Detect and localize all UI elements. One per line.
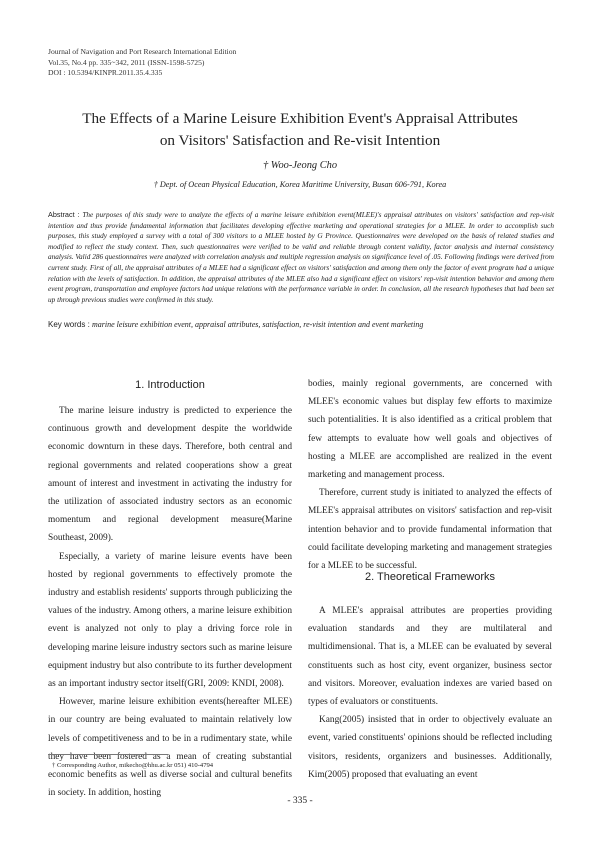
column-left — [48, 402, 292, 802]
journal-header — [48, 47, 236, 79]
author — [0, 160, 600, 171]
paragraph: Kang(2005) insisted that in order to objectively evaluate an event, varied constituents' opinions should be reflected including visitors, residents, organizers and businesses. Additionally, Kim(2005) proposed that evaluating an event — [308, 715, 552, 780]
paragraph: However, marine leisure exhibition events(hereafter MLEE) in our country are being evaluated to maintain relatively low levels of competitiveness and to be in a rudimentary state, while they have been fostered as a mean of creating substantial economic benefits as well as diverse social and cultural benefits in society. In addition, hosting — [48, 697, 292, 799]
footnote: † Corresponding Author, mikecho@hhu.ac.kr 051) 410-4794 — [52, 762, 214, 769]
keywords — [48, 320, 558, 329]
abstract — [48, 210, 554, 305]
paragraph: bodies, mainly regional governments, are concerned with MLEE's economic values but display few efforts to maximize such potentialities. It is also identified as a critical problem that few attempts to evaluate how well goals and objectives of hosting a MLEE are accomplished are realized in the event marketing and management process. — [308, 379, 552, 481]
column-right-top — [308, 375, 552, 575]
page-number: - 335 - — [287, 796, 313, 806]
affiliation — [0, 180, 600, 189]
keywords-text: marine leisure exhibition event, appraisal attributes, satisfaction, re-visit intention and event marketing — [92, 320, 424, 329]
title-line-2: on Visitors' Satisfaction and Re-visit Intention — [159, 132, 441, 149]
keywords-label: Key words : — [48, 320, 93, 329]
paragraph: Especially, a variety of marine leisure events have been hosted by regional governments to effectively promote the industry and establish residents' supports through publicizing the values of the industry. Among others, a marine leisure exhibition event is analyzed not only to play a driving force role in developing marine leisure industry sectors such as marine leisure equipment industry but also contribute to its further development as an important industry sector itself(GRI, 2009: KNDI, 2008). — [48, 551, 292, 690]
title-line-1: The Effects of a Marine Leisure Exhibition Event's Appraisal Attributes — [82, 110, 518, 127]
affiliation-text: Dept. of Ocean Physical Education, Korea Maritime University, Busan 606-791, Korea — [159, 180, 447, 189]
paper-title — [40, 108, 560, 152]
footnote-divider — [48, 754, 168, 755]
section-heading-introduction: 1. Introduction — [135, 379, 205, 391]
abstract-label: Abstract : — [48, 210, 83, 219]
column-right-bottom — [308, 602, 552, 784]
journal-name: Journal of Navigation and Port Research International Edition — [48, 47, 237, 56]
paragraph: A MLEE's appraisal attributes are properties providing evaluation standards and they are multilateral and multidimensional. That is, a MLEE can be evaluated by several constituents such as host city, event organizer, business sector and visitors. Moreover, evaluation indexes are varied based on types of evaluators or constituents. — [308, 606, 552, 708]
affiliation-mark: † — [153, 180, 158, 189]
paragraph: Therefore, current study is initiated to analyzed the effects of MLEE's appraisal attributes on visitors' satisfaction and rep-visit intention behavior and to provide fundamental information that could facilitate developing marketing and management strategies for a MLEE to be successful. — [308, 488, 552, 572]
section-heading-theoretical-frameworks: 2. Theoretical Frameworks — [364, 571, 495, 583]
journal-doi: DOI : 10.5394/KINPR.2011.35.4.335 — [48, 68, 163, 77]
dagger-mark: † — [262, 160, 269, 171]
journal-volume: Vol.35, No.4 pp. 335~342, 2011 (ISSN-1598-5725) — [48, 57, 205, 67]
abstract-text: The purposes of this study were to analyze the effects of a marine leisure exhibition event(MLEE)'s appraisal attributes on visitors' satisfaction and rep-visit intention and thus provide fundamental information that facilitates developing effective marketing and operational strategies for a MLEE. In order to accomplish such purposes, this study employed a survey with a total of 300 visitors to a MLEE hosted by G Province. Questionnaires were developed on the basis of related studies and modified to reflect the study context. Then, such questionnaires were verified to be valid and reliable through content validity, factor analysis and internal consistency analysis. Valid 286 questionnaires were analyzed with correlation analysis and multiple regression analysis on significance level of .05. Following findings were derived from current study. First of all, the appraisal attributes of a MLEE had a significant effect on visitors' satisfaction and among them only the factor of event program had a unique relation with the levels of satisfaction. In addition, the appraisal attributes of the MLEE also had a significant effect on visitors' rep-visit intention behavior and among them event program, transportation and employee factors had unique relations with the performance variable in order. In conclusion, all the research hypotheses that had been set up through previous studies were confirmed in this study. — [48, 211, 554, 304]
author-name: Woo-Jeong Cho — [270, 160, 338, 171]
paragraph: The marine leisure industry is predicted to experience the continuous growth and development despite the worldwide economic downturn in these days. Therefore, both central and regional governments and related cooperations show a great amount of interest and investment in activating the industry for the utilization of associated industry sectors as an economic momentum and regional development measure(Marine Southeast, 2009). — [48, 406, 292, 544]
